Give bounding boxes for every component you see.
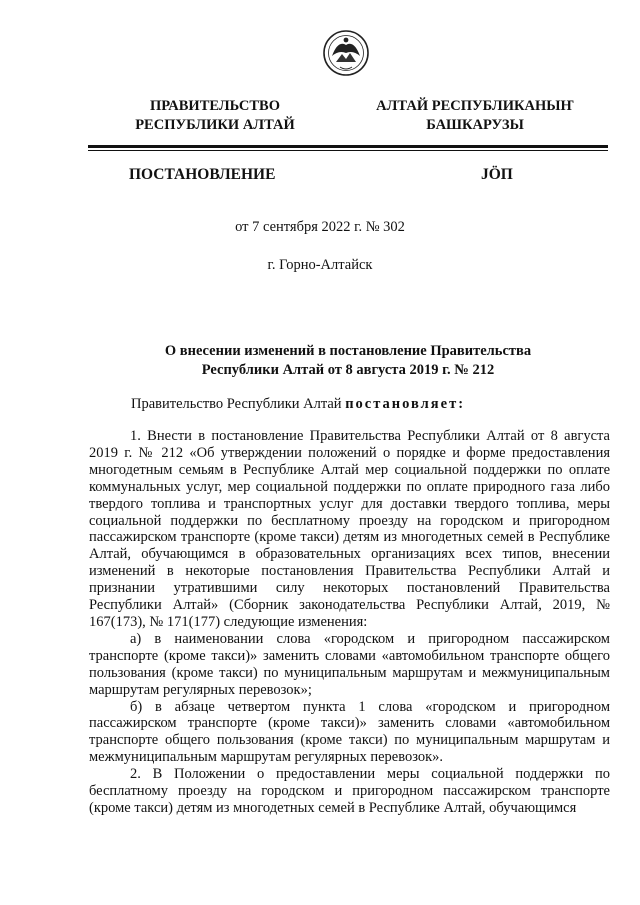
paragraph-item-1: 1. Внести в постановление Правительства Республики Алтай от 8 августа 2019 г. № 212 «Об утверждении положений о порядке и форме предоставления многодетным семьям в Республике Алтай мер социальной поддержки по оплате коммунальных услуг, мер социальной поддержки по оплате природного газа либо твердого топлива и транспортных услуг для доставки твердого топлива, меры социальной поддержки по бесплатному проезду на городском и пригородном пассажирском транспорте (кроме такси) детям из многодетных семей в Республике Алтай, обучающимся в образовательных организациях всех типов, внесении изменений в некоторые постановления Правительства Республики Алтай и признании утратившими силу некоторых постановлений Правительства Республики Алтай» (Сборник законодательства Республики Алтай, 2019, № 167(173), № 171(177) следующие изменения: xyxy=(89,428,610,630)
header-right-line1: АЛТАЙ РЕСПУБЛИКАНЫҤ xyxy=(376,98,574,114)
paragraph-subitem-a: а) в наименовании слова «городском и пригородном пассажирском транспорте (кроме такси)» заменить словами «автомобильном транспорте общего пользования (кроме такси) по муниципальным маршрутам и межмуниципальным маршрутам регулярных перевозок»; xyxy=(89,630,610,698)
decree-subject xyxy=(110,342,586,380)
preamble xyxy=(131,396,465,413)
header-left-line2: РЕСПУБЛИКИ АЛТАЙ xyxy=(135,117,295,133)
header-rule-thin xyxy=(88,150,608,151)
header-rule-thick xyxy=(88,145,608,148)
header-right-org xyxy=(360,97,590,135)
preamble-emphasis: постановляет: xyxy=(345,396,466,412)
decree-city: г. Горно-Алтайск xyxy=(267,257,373,273)
preamble-text: Правительство Республики Алтай xyxy=(131,396,346,412)
paragraph-subitem-b: б) в абзаце четвертом пункта 1 слова «городском и пригородном пассажирском транспорте (кроме такси)» заменить словами «автомобильном транспорте общего пользования (кроме такси) по муниципальным маршрутам и межмуниципальным маршрутам регулярных перевозок». xyxy=(89,698,610,766)
header-left-line1: ПРАВИТЕЛЬСТВО xyxy=(150,98,280,114)
paragraph-item-2: 2. В Положении о предоставлении меры социальной поддержки по бесплатному проезду на городском и пригородном пассажирском транспорте (кроме такси) детям из многодетных семей в Республике Алтай, обучающимся xyxy=(89,766,610,816)
decree-title-right: JӦП xyxy=(481,166,513,183)
header-right-line2: БАШКАРУЗЫ xyxy=(426,117,524,133)
decree-title-left: ПОСТАНОВЛЕНИЕ xyxy=(129,166,276,183)
header-left-org xyxy=(100,97,330,135)
decree-body xyxy=(89,428,610,817)
subject-line1: О внесении изменений в постановление Правительства xyxy=(164,343,532,359)
decree-date-number: от 7 сентября 2022 г. № 302 xyxy=(235,219,405,235)
subject-line2: Республики Алтай от 8 августа 2019 г. № 212 xyxy=(201,362,495,378)
coat-of-arms-emblem xyxy=(322,26,370,80)
